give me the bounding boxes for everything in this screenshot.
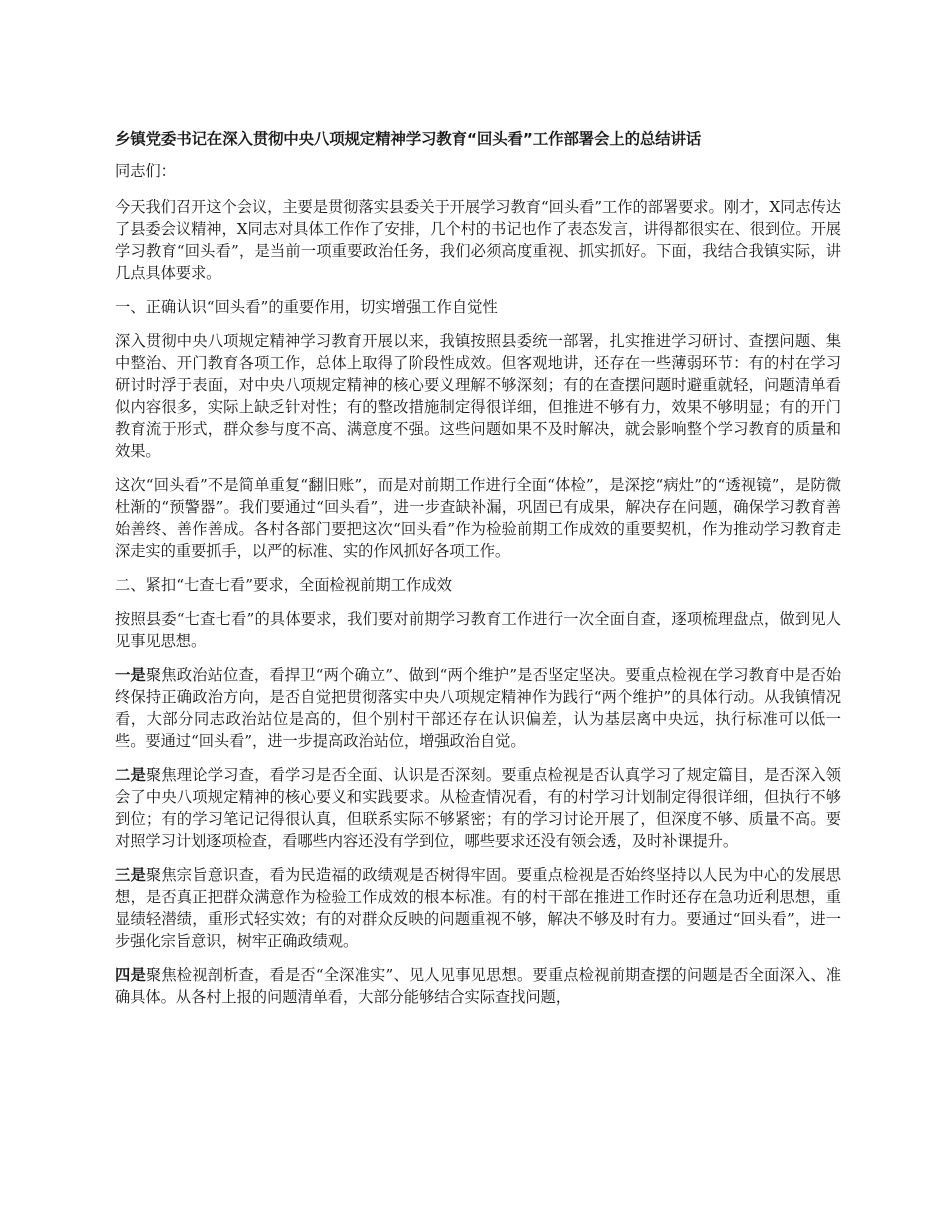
section-2-item-3 (115, 864, 841, 952)
item-lead-1: 一是 (115, 666, 146, 684)
section-1-paragraph-1: 深入贯彻中央八项规定精神学习教育开展以来，我镇按照县委统一部署，扎实推进学习研讨、查摆问题、集中整治、开门教育各项工作，总体上取得了阶段性成效。但客观地讲，还存在一些薄弱环节：有的村在学习研讨时浮于表面，对中央八项规定精神的核心要义理解不够深刻；有的在查摆问题时避重就轻，问题清单看似内容很多，实际上缺乏针对性；有的整改措施制定得很详细，但推进不够有力，效果不够明显；有的开门教育流于形式，群众参与度不高、满意度不强。这些问题如果不及时解决，就会影响整个学习教育的质量和效果。 (115, 332, 841, 460)
item-text-4: 聚焦检视剖析查，看是否“全深准实”、见人见事见思想。要重点检视前期查摆的问题是否全面深入、准确具体。从各村上报的问题清单看，大部分能够结合实际查找问题， (115, 966, 841, 1006)
section-2-item-4 (115, 964, 841, 1008)
section-2-item-1 (115, 664, 841, 752)
section-1-heading: 一、正确认识“回头看”的重要作用，切实增强工作自觉性 (115, 298, 498, 316)
section-2-paragraph-1: 按照县委“七查七看”的具体要求，我们要对前期学习教育工作进行一次全面自查，逐项梳理盘点，做到见人见事见思想。 (115, 610, 841, 650)
section-2-heading: 二、紧扣“七查七看”要求，全面检视前期工作成效 (115, 576, 452, 594)
item-lead-3: 三是 (115, 866, 146, 884)
section-1-paragraph-2: 这次“回头看”不是简单重复“翻旧账”，而是对前期工作进行全面“体检”，是深挖“病灶”的“透视镜”，是防微杜渐的“预警器”。我们要通过“回头看”，进一步查缺补漏，巩固已有成果，解决存在问题，确保学习教育善始善终、善作善成。各村各部门要把这次“回头看”作为检验前期工作成效的重要契机，作为推动学习教育走深走实的重要抓手，以严的标准、实的作风抓好各项工作。 (115, 476, 841, 560)
intro-paragraph: 今天我们召开这个会议，主要是贯彻落实县委关于开展学习教育“回头看”工作的部署要求。刚才，X同志传达了县委会议精神，X同志对具体工作作了安排，几个村的书记也作了表态发言，讲得都很实在、很到位。开展学习教育“回头看”，是当前一项重要政治任务，我们必须高度重视、抓实抓好。下面，我结合我镇实际，讲几点具体要求。 (115, 198, 841, 282)
item-lead-2: 二是 (115, 766, 146, 784)
section-2-item-2 (115, 764, 841, 852)
document-page (115, 128, 841, 1020)
item-text-3: 聚焦宗旨意识查，看为民造福的政绩观是否树得牢固。要重点检视是否始终坚持以人民为中心的发展思想，是否真正把群众满意作为检验工作成效的根本标准。有的村干部在推进工作时还存在急功近利思想，重显绩轻潜绩，重形式轻实效；有的对群众反映的问题重视不够，解决不够及时有力。要通过“回头看”，进一步强化宗旨意识，树牢正确政绩观。 (115, 866, 841, 950)
item-lead-4: 四是 (115, 966, 146, 984)
greeting: 同志们： (115, 162, 176, 180)
document-title: 乡镇党委书记在深入贯彻中央八项规定精神学习教育“回头看”工作部署会上的总结讲话 (115, 130, 702, 148)
item-text-2: 聚焦理论学习查，看学习是否全面、认识是否深刻。要重点检视是否认真学习了规定篇目，是否深入领会了中央八项规定精神的核心要义和实践要求。从检查情况看，有的村学习计划制定得很详细，但执行不够到位；有的学习笔记记得很认真，但联系实际不够紧密；有的学习讨论开展了，但深度不够、质量不高。要对照学习计划逐项检查，看哪些内容还没有学到位，哪些要求还没有领会透，及时补课提升。 (115, 766, 841, 850)
item-text-1: 聚焦政治站位查，看捍卫“两个确立”、做到“两个维护”是否坚定坚决。要重点检视在学习教育中是否始终保持正确政治方向，是否自觉把贯彻落实中央八项规定精神作为践行“两个维护”的具体行动。从我镇情况看，大部分同志政治站位是高的，但个别村干部还存在认识偏差，认为基层离中央远，执行标准可以低一些。要通过“回头看”，进一步提高政治站位，增强政治自觉。 (115, 666, 841, 750)
